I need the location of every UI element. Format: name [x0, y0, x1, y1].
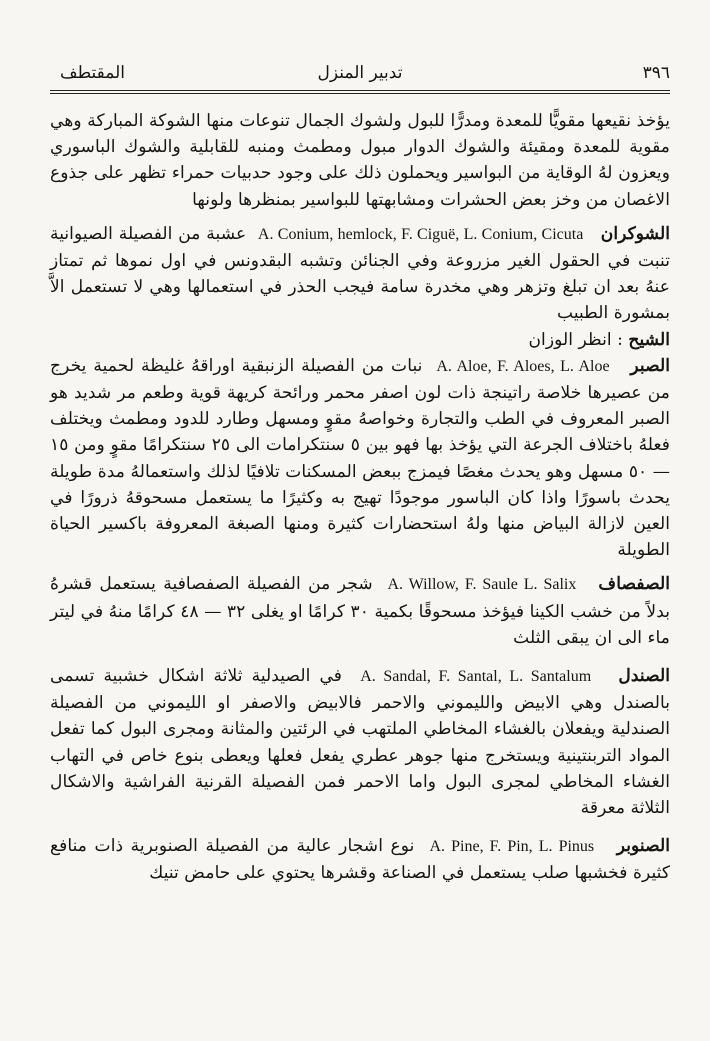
entry-term: الصندل [618, 666, 670, 687]
journal-name: المقتطف [60, 63, 126, 83]
header-rule [50, 90, 670, 94]
entry-text: شجر من الفصيلة الصفصافية يستعمل قشرهُ بدلاً من خشب الكينا فيؤخذ مسحوقًا بكمية ٣٠ كرامًا او يغلى ٣٢ — ٤٨ كرامًا منهُ في ليتر ماء الى ان يبقى الثلث [50, 574, 670, 648]
entry-wormwood [50, 327, 670, 353]
running-header [50, 58, 670, 88]
paragraph-thistle [50, 108, 670, 213]
section-title: تدبير المنزل [317, 63, 403, 83]
article-body [50, 108, 670, 887]
entry-text: عشبة من الفصيلة الصيوانية تنبت في الحقول الغير مزروعة وفي الجنائن وتشبه البقدونس في اول نموها ثم تمتاز عنهُ بعد ان تبلغ وتزهر وهي مخدرة سامة فيجب الحذر في استعمالها وهي لا تستعمل الاَّ بمشورة الطبيب [50, 223, 670, 324]
entry-text: نبات من الفصيلة الزنبقية اوراقهُ غليظة لحمية يخرج من عصيرها خلاصة راتينجة ذات لون اصفر محمر ورائحة كريهة قوية وطعم مر شديد هو الصبر المعروف في الطب والتجارة وخواصهُ مقوٍ ومسهل وطارد للدود ومطمث ويختلف فعلهُ باختلاف الجرعة التي يؤخذ بها فهو بين ٥ سنتكرامات الى ٢٥ سنتكرامًا مقوٍ ومن ١٥ — ٥٠ مسهل وهو يحدث مغصًا فيمزج ببعض المسكنات تلافيًا لذلك واستعمالهُ مدة طويلة يحدث باسورًا واذا كان الباسور موجودًا تهيج به وكثيرًا ما يستعمل مسحوقهُ ذرورًا في العين لازالة البياض منها ولهُ استحضارات كثيرة ومنها الصبغة المعروفة باكسير الحياة الطويلة [50, 355, 670, 561]
paragraph-text: يؤخذ نقيعها مقويًّا للمعدة ومدرًّا للبول ولشوك الجمال تنوعات منها الشوكة المباركة وهي مقوية للمعدة ومقيئة والشوك الدوار مبول ومطمث ومنبه للقابلية والشوك الباسوري ويعزون لهُ الوقاية من البواسير ويحملون ذلك على وجود حدبيات حمراء تظهر على جذوع الاغصان من وخز بعض الحشرات ومشابهتها للبواسير بمنظرها ولونها [50, 111, 670, 210]
page-number: ٣٩٦ [642, 63, 670, 83]
entry-text: في الصيدلية ثلاثة اشكال خشبية تسمى بالصندل وهي الابيض والليموني والاحمر فالابيض والاصفر او الليموني من الفصيلة الصندلية ويفعلان بالغشاء المخاطي الملتهب في الرئتين والمثانة ومجرى البول كما تفعل المواد التربنتينية ويستخرج منها جوهر عطري يفعل فعلها ويعطى بنوع خاص في التهاب الغشاء المخاطي لمجرى البول واما الاحمر فمن الفصيلة القرنية الفراشية والاشكال الثلاثة معرقة [50, 666, 670, 819]
entry-pine [50, 833, 670, 886]
entry-latin-names: A. Sandal, F. Santal, L. Santalum [360, 668, 592, 686]
entry-aloe [50, 353, 670, 564]
entry-term: الصبر [630, 355, 670, 376]
entry-term: الشيح [628, 329, 670, 350]
entry-hemlock [50, 221, 670, 327]
entry-latin-names: A. Pine, F. Pin, L. Pinus [429, 838, 595, 856]
entry-latin-names: A. Willow, F. Saule L. Salix [387, 576, 577, 594]
entry-text: نوع اشجار عالية من الفصيلة الصنوبرية ذات منافع كثيرة فخشبها صلب يستعمل في الصناعة وقشرها يحتوي على حامض تنيك [50, 836, 670, 884]
entry-term: الشوكران [600, 223, 670, 244]
entry-text: : انظر الوزان [528, 329, 623, 350]
entry-term: الصفصاف [598, 574, 670, 595]
entry-latin-names: A. Conium, hemlock, F. Ciguë, L. Conium, Cicuta [257, 225, 584, 243]
entry-term: الصنوبر [616, 836, 671, 857]
entry-latin-names: A. Aloe, F. Aloes, L. Aloe [436, 357, 610, 375]
entry-sandalwood [50, 663, 670, 821]
entry-willow [50, 571, 670, 651]
